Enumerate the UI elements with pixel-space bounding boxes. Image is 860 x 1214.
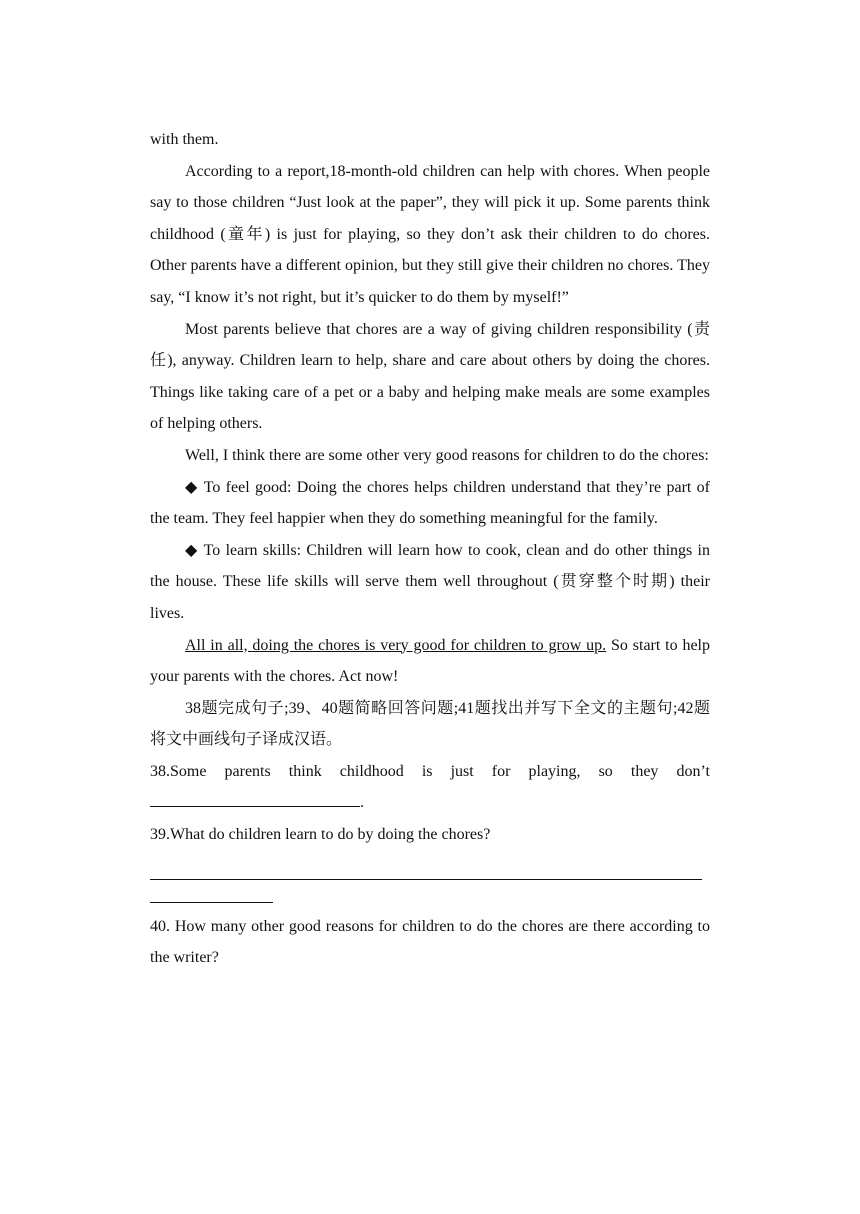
passage-bullet-learn-skills: ◆ To learn skills: Children will learn how to cook, clean and do other things in the house. These life skills will serve them well throughout (贯穿整个时期) their lives. — [150, 541, 710, 622]
passage-continuation: with them. — [150, 131, 219, 148]
passage-conclusion — [150, 630, 710, 693]
answer-line-39b[interactable] — [150, 880, 273, 903]
passage-bullet-feel-good: ◆ To feel good: Doing the chores helps children understand that they’re part of the team. They feel happier when they do something meaningful for the family. — [150, 478, 710, 528]
underlined-sentence: All in all, doing the chores is very good for children to grow up. — [185, 636, 607, 654]
question-38-text: 38.Some parents think childhood is just for playing, so they don’t — [150, 762, 710, 780]
answer-blank-38[interactable] — [150, 788, 360, 807]
conclusion-rest: So start to help your parents with the chores. Act now! — [150, 636, 711, 686]
passage-paragraph-3: Well, I think there are some other very good reasons for children to do the chores: — [185, 446, 709, 464]
passage-paragraph-2: Most parents believe that chores are a way of giving children responsibility (责任), anyway. Children learn to help, share and care about others by doing the chores. Things like taking care of a pet or a baby and helping make meals are some examples of helping others. — [150, 320, 710, 433]
document-page — [150, 124, 710, 974]
question-40: 40. How many other good reasons for children to do the chores are there according to the writer? — [150, 917, 710, 967]
question-38 — [150, 756, 710, 819]
passage-paragraph-1: According to a report,18-month-old children can help with chores. When people say to those children “Just look at the paper”, they will pick it up. Some parents think childhood (童年) is just for playing, so they don’t ask their children to do chores. Other parents have a different opinion, but they still give their children no chores. They say, “I know it’s not right, but it’s quicker to do them by myself!” — [150, 162, 710, 306]
question-38-end: . — [360, 794, 364, 812]
answer-line-39a[interactable] — [150, 857, 702, 880]
question-39: 39.What do children learn to do by doing the chores? — [150, 826, 491, 844]
exercise-instructions: 38题完成句子;39、40题简略回答问题;41题找出并写下全文的主题句;42题将文中画线句子译成汉语。 — [150, 699, 710, 749]
